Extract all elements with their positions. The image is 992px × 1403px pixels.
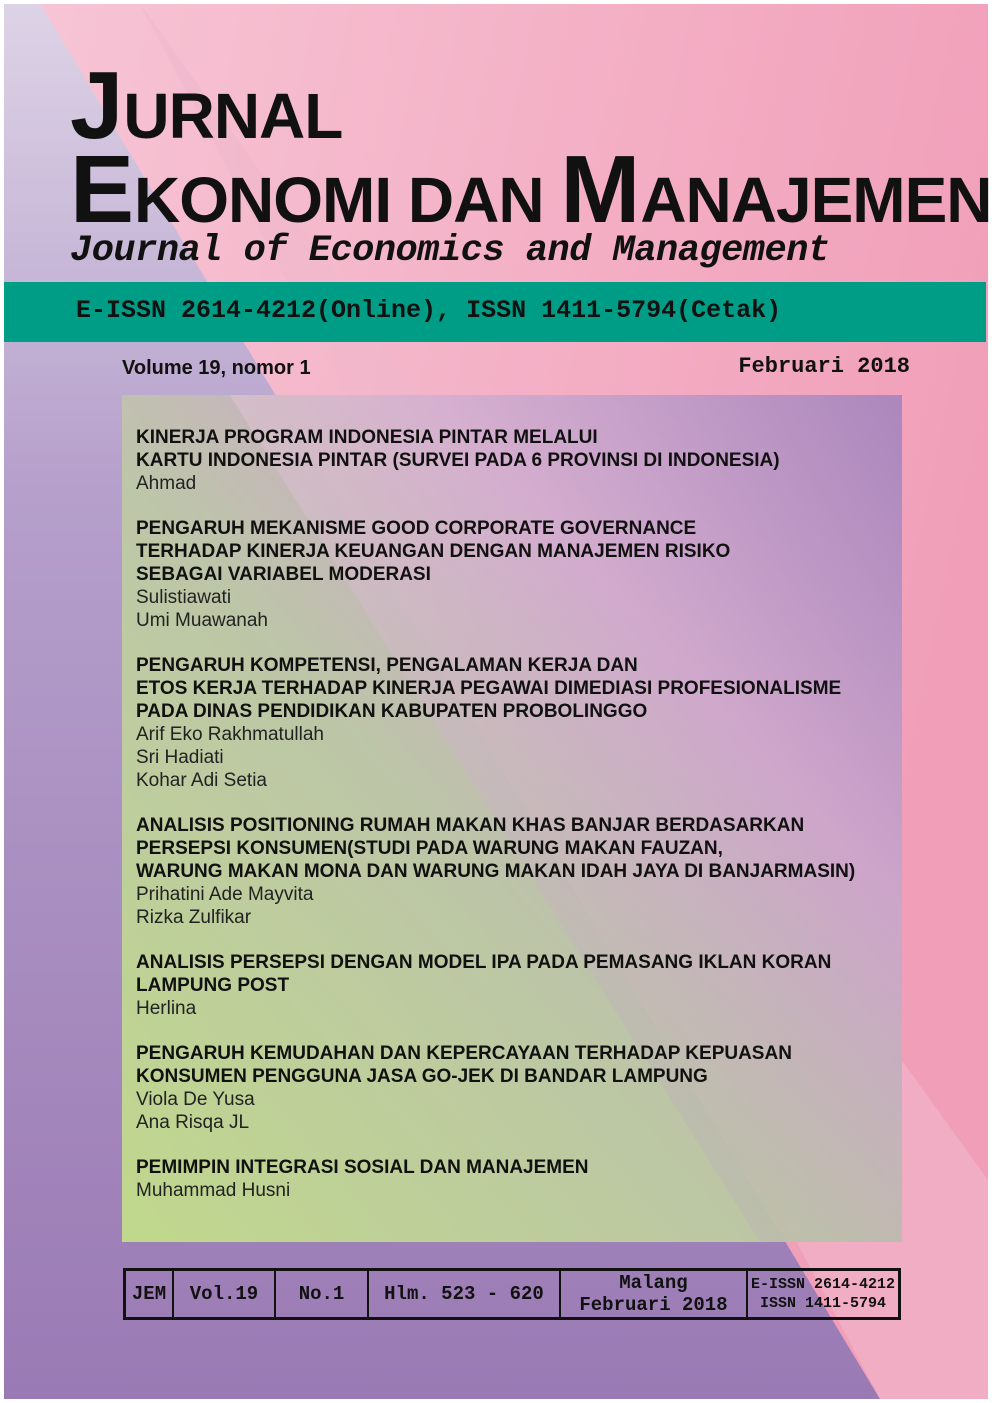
article-author: Prihatini Ade Mayvita [136,884,314,905]
article-author: Umi Muawanah [136,610,268,631]
footer-info-table [123,1268,901,1320]
footer-place: Malang [619,1272,688,1294]
article-author: Ana Risqa JL [136,1112,250,1133]
article-author: Rizka Zulfikar [136,907,252,928]
title-rest-konomi: KONOMI DAN [134,164,561,236]
article-title: ANALISIS POSITIONING RUMAH MAKAN KHAS BANJAR BERDASARKAN PERSEPSI KONSUMEN(STUDI PADA WARUNG MAKAN FAUZAN, WARUNG MAKAN MONA DAN WARUNG MAKAN IDAH JAYA DI BANJARMASIN) [136,815,856,882]
article-author: Muhammad Husni [136,1180,291,1201]
title-rest-urnal: URNAL [123,80,343,152]
article-title: KINERJA PROGRAM INDONESIA PINTAR MELALUI KARTU INDONESIA PINTAR (SURVEI PADA 6 PROVINSI DI INDONESIA) [136,427,780,471]
footer-abbr: JEM [126,1271,174,1317]
article-title: PEMIMPIN INTEGRASI SOSIAL DAN MANAJEMEN [136,1157,589,1178]
article-entry [136,1156,906,1202]
article-entry [136,426,906,495]
article-entry [136,951,906,1020]
article-author: Kohar Adi Setia [136,770,267,791]
footer-eissn: E-ISSN 2614-4212 [750,1276,896,1293]
article-author: Sri Hadiati [136,747,224,768]
article-entry [136,1042,906,1134]
article-entry [136,814,906,929]
footer-volume: Vol.19 [174,1271,276,1317]
article-author: Ahmad [136,473,197,494]
issn-text: E-ISSN 2614-4212(Online), ISSN 1411-5794(Cetak) [76,296,782,325]
article-entry [136,517,906,632]
title-initial-e: E [70,136,135,243]
title-initial-j: J [70,52,124,159]
footer-pages: Hlm. 523 - 620 [369,1271,561,1317]
footer-place-month: Februari 2018 [579,1294,728,1316]
volume-label: Volume 19, nomor 1 [122,357,311,379]
journal-subtitle: Journal of Economics and Management [70,230,830,272]
article-title: ANALISIS PERSEPSI DENGAN MODEL IPA PADA PEMASANG IKLAN KORAN LAMPUNG POST [136,952,832,996]
article-author: Sulistiawati [136,587,232,608]
article-title: PENGARUH KOMPETENSI, PENGALAMAN KERJA DAN ETOS KERJA TERHADAP KINERJA PEGAWAI DIMEDIASI PROFESIONALISME PADA DINAS PENDIDIKAN KABUPATEN PROBOLINGGO [136,655,842,722]
article-entry [136,654,906,792]
footer-issn [748,1271,898,1317]
footer-place-date [561,1271,748,1317]
title-rest-anajemen: ANAJEMEN [640,164,992,236]
issue-date: Februari 2018 [738,354,910,379]
table-of-contents [136,426,906,1224]
article-author: Arif Eko Rakhmatullah [136,724,324,745]
article-author: Herlina [136,998,197,1019]
article-author: Viola De Yusa [136,1089,255,1110]
footer-number: No.1 [276,1271,369,1317]
article-title: PENGARUH MEKANISME GOOD CORPORATE GOVERNANCE TERHADAP KINERJA KEUANGAN DENGAN MANAJEMEN RISIKO SEBAGAI VARIABEL MODERASI [136,518,731,585]
article-title: PENGARUH KEMUDAHAN DAN KEPERCAYAAN TERHADAP KEPUASAN KONSUMEN PENGGUNA JASA GO-JEK DI BANDAR LAMPUNG [136,1043,792,1087]
title-initial-m: M [560,136,641,243]
journal-title-line2 [70,136,992,243]
footer-issn-print: ISSN 1411-5794 [759,1295,887,1312]
